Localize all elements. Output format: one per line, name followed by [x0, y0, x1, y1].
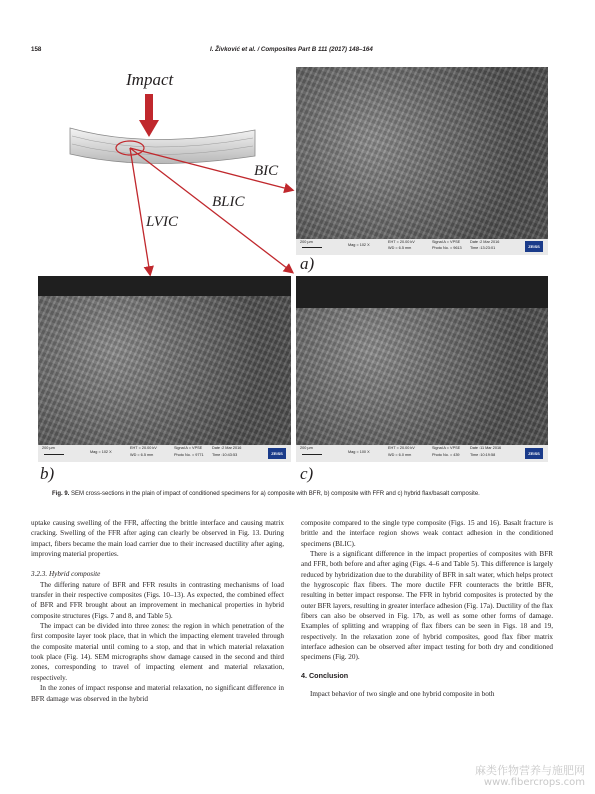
- sem-image-a: 200 µm Mag = 102 X EHT = 20.00 kV WD = 6.5 mm Signal A = VPSE Photo No. = 9613 Date :2 Mar 2016 Time :13:23:01 ZEISS: [296, 67, 548, 255]
- page-number: 158: [31, 46, 42, 53]
- panel-label-c: c): [300, 464, 314, 483]
- panel-label-a: a): [300, 254, 315, 273]
- section-heading: 4. Conclusion: [301, 670, 349, 680]
- watermark-url: www.fibercrops.com: [483, 777, 585, 788]
- specimen-plate: [70, 128, 255, 164]
- impact-arrow: [139, 94, 159, 137]
- paragraph: The differing nature of BFR and FFR results in contrasting mechanisms of load transfer in their respective composites (Figs. 10–13). As expected, the combined effect of BFR and FFR brought about an improvement in mechanical properties in hybrid composite structures (Figs. 7 and 8, and Table 5).: [31, 580, 284, 620]
- sem-image-c: 200 µm Mag = 100 X EHT = 20.00 kV WD = 6.0 mm Signal A = VPSE Photo No. = 439 Date :11 Mar 2016 Time :10:19:58 ZEISS: [296, 276, 548, 462]
- paragraph: uptake causing swelling of the FFR, affecting the brittle interface and causing matrix cracking. Swelling of the FFR after aging can clearly be observed in Fig. 13. During impact, fibers became the main load carrier due to their increased ductility after aging, improving material properties.: [31, 519, 284, 559]
- lvic-label: LVIC: [146, 214, 178, 230]
- blic-label: BLIC: [212, 194, 245, 210]
- paragraph: There is a significant difference in the impact properties of composites with BFR and FFR, both before and after aging (Figs. 4–6 and Table 5). This difference is largely reduced by hybridization due to the durability of BFR in salt water, which helps protect the hygroscopic flax fibers. The more ductile FFR counteracts the brittle BFR, resulting in better impact response. The FFR in hybrid composites is protected by the outer BFR layers, resulting in greater interface adhesion (Fig. 17a). Ductility of the flax fibers can also be observed in Fig. 17b, as well as some other forms of damage. Examples of splitting and wrapping of flax fibers can be seen in Figs. 18 and 19, respectively. In the relaxation zone of hybrid composites, good flax fiber matrix interface adhesion can be observed after impact testing for both dry and conditioned specimens (Fig. 20).: [301, 550, 553, 662]
- right-column: [301, 518, 553, 700]
- panel-label-b: b): [40, 464, 55, 483]
- paragraph: Impact behavior of two single and one hybrid composite in both: [310, 690, 495, 699]
- lvic-arrow: [130, 148, 150, 274]
- figure-caption-text: SEM cross-sections in the plain of impact of conditioned specimens for a) composite with BFR, b) composite with FFR and c) hybrid flax/basalt composite.: [71, 491, 480, 497]
- running-header: I. Živković et al. / Composites Part B 111 (2017) 148–164: [210, 46, 373, 53]
- paragraph: The impact can be divided into three zones: the region in which penetration of the first composite layer took place, that in which the impacting element traveled through the composite material until coming to a stop, and that in which material relaxation took place (Fig. 14). SEM micrographs show damage caused in the second and third zones, corresponding to travel of impacting element and material relaxation, respectively.: [31, 622, 284, 682]
- section-heading: 3.2.3. Hybrid composite: [31, 570, 101, 579]
- watermark-cn: 麻类作物营养与施肥网: [475, 764, 585, 777]
- figure-caption: [52, 491, 480, 497]
- bic-label: BIC: [254, 163, 279, 179]
- figure-label: Fig. 9.: [52, 491, 70, 497]
- paragraph: In the zones of impact response and material relaxation, no significant difference in BFR damage was observed in the hybrid: [31, 684, 284, 703]
- paragraph: composite compared to the single type composite (Figs. 15 and 16). Basalt fracture is brittle and the interface region shows weak contact adhesion in the conditioned specimens (BLIC).: [301, 519, 553, 548]
- left-column: [31, 518, 284, 704]
- impact-label: Impact: [126, 70, 174, 89]
- sem-image-b: 200 µm Mag = 102 X EHT = 20.00 kV WD = 6.5 mm Signal A = VPSE Photo No. = 9771 Date :2 Mar 2016 Time :10:43:53 ZEISS: [38, 276, 291, 462]
